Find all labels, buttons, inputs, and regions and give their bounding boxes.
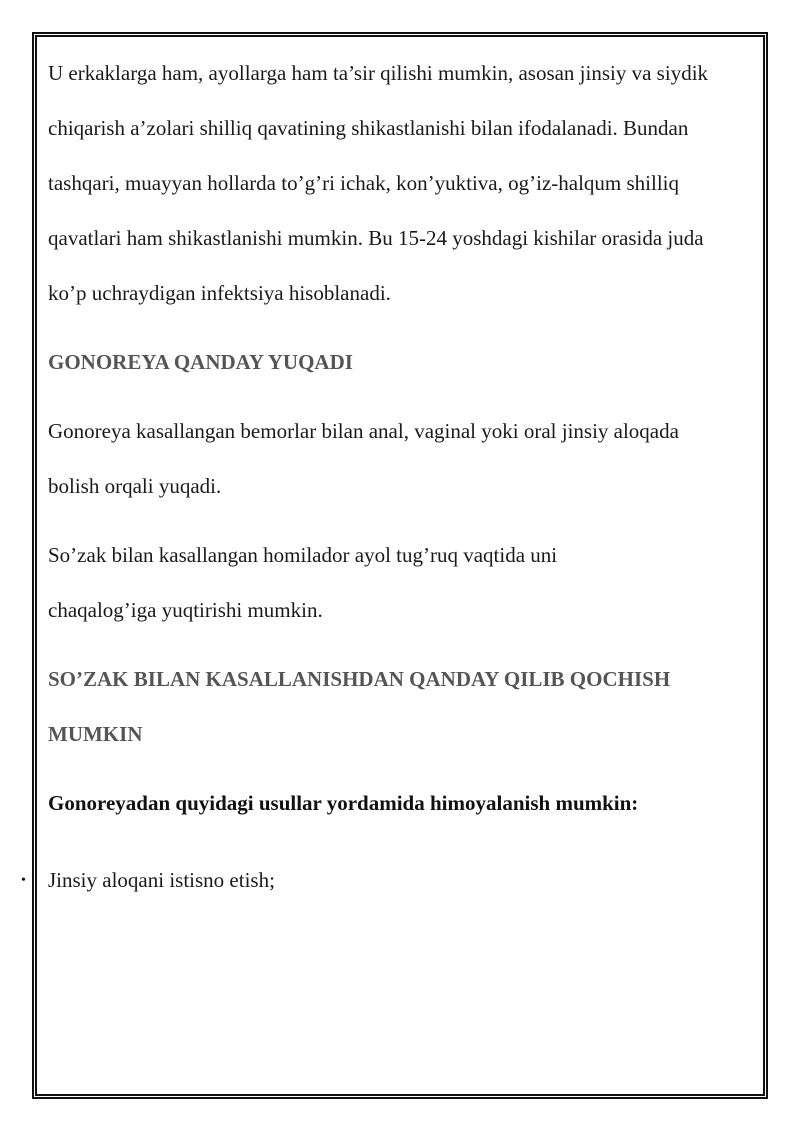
list-item-text: Jinsiy aloqani istisno etish; — [48, 868, 275, 892]
document-body — [21, 46, 748, 908]
transmission-paragraph-2: So’zak bilan kasallangan homilador ayol tug’ruq vaqtida uni chaqalog’iga yuqtirishi mumkin. — [48, 543, 558, 622]
heading-transmission: GONOREYA QANDAY YUQADI — [48, 350, 353, 374]
bullet-icon: • — [21, 873, 26, 888]
intro-paragraph: U erkaklarga ham, ayollarga ham ta’sir qilishi mumkin, asosan jinsiy va siydik chiqarish a’zolari shilliq qavatining shikastlanishi bilan ifodalanadi. Bundan tashqari, muayyan hollarda to’g’ri ichak, kon’yuktiva, og’iz-halqum shilliq qavatlari ham shikastlanishi mumkin. Bu 15-24 yoshdagi kishilar orasida juda ko’p uchraydigan infektsiya hisoblanadi. — [48, 61, 709, 305]
prevention-intro: Gonoreyadan quyidagi usullar yordamida himoyalanish mumkin: — [48, 791, 639, 815]
transmission-paragraph-1: Gonoreya kasallangan bemorlar bilan anal, vaginal yoki oral jinsiy aloqada bolish orqali yuqadi. — [48, 419, 679, 498]
list-item — [21, 853, 748, 908]
heading-prevention: SO’ZAK BILAN KASALLANISHDAN QANDAY QILIB QOCHISH MUMKIN — [48, 667, 671, 746]
